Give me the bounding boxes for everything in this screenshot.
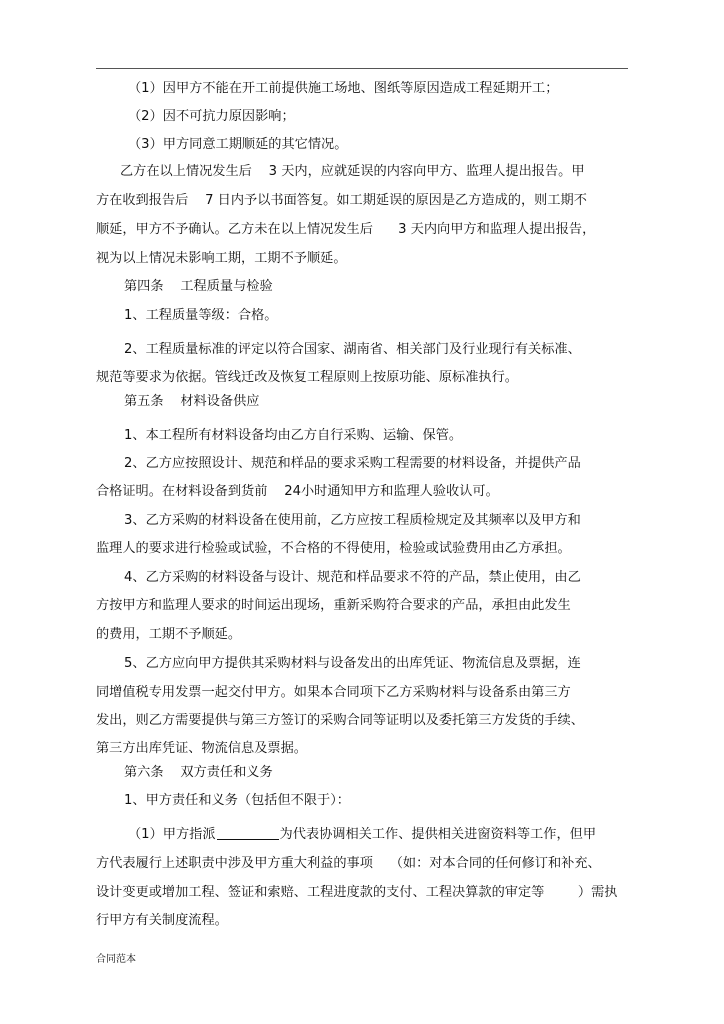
- text-line: 同增值税专用发票一起交付甲方。如果本合同项下乙方采购材料与设备系由第三方: [96, 685, 571, 700]
- text-line: 3、乙方采购的材料设备在使用前，乙方应按工程质检规定及其频率以及甲方和: [124, 513, 581, 528]
- text-line: 1、工程质量等级：合格。: [124, 308, 278, 323]
- text-line: 顺延，甲方不予确认。乙方未在以上情况发生后 3 天内向甲方和监理人提出报告，: [96, 222, 596, 237]
- text-line: 的费用，工期不予顺延。: [96, 627, 242, 642]
- text-line: 1、本工程所有材料设备均由乙方自行采购、运输、保管。: [124, 428, 463, 443]
- text-line: 方代表履行上述职责中涉及甲方重大利益的事项 （如：对本合同的任何修订和补充、: [96, 856, 601, 871]
- text-line: （3）甲方同意工期顺延的其它情况。: [128, 137, 348, 152]
- text-line: 5、乙方应向甲方提供其采购材料与设备发出的出库凭证、物流信息及票据，连: [124, 656, 581, 671]
- text-line: 视为以上情况未影响工期，工期不予顺延。: [96, 251, 347, 266]
- text-line: （2）因不可抗力原因影响；: [128, 109, 295, 124]
- section-heading: 第四条 工程质量与检验: [124, 279, 273, 294]
- page-footer: 合同范本: [96, 954, 136, 965]
- text-line: 合格证明。在材料设备到货前 24小时通知甲方和监理人验收认可。: [96, 484, 499, 499]
- text-line: 第三方出库凭证、物流信息及票据。: [96, 741, 307, 756]
- section-heading: 第六条 双方责任和义务: [124, 765, 273, 780]
- text-line: 规范等要求为依据。管线迁改及恢复工程原则上按原功能、原标准执行。: [96, 370, 518, 385]
- text-line: 发出，则乙方需要提供与第三方签订的采购合同等证明以及委托第三方发货的手续、: [96, 713, 584, 728]
- text-line: 乙方在以上情况发生后 3 天内，应就延误的内容向甲方、监理人提出报告。甲: [120, 164, 585, 179]
- text-line: 监理人的要求进行检验或试验，不合格的不得使用，检验或试验费用由乙方承担。: [96, 541, 571, 556]
- blank-underline: [217, 827, 279, 840]
- section-heading: 第五条 材料设备供应: [124, 394, 260, 409]
- text-line: 2、工程质量标准的评定以符合国家、湖南省、相关部门及行业现行有关标准、: [124, 342, 581, 357]
- appoint-after: 为代表协调相关工作、提供相关进窗资料等工作，但甲: [279, 827, 597, 842]
- text-line: 方按甲方和监理人要求的时间运出现场，重新采购符合要求的产品，承担由此发生: [96, 598, 571, 613]
- text-line: 方在收到报告后 7 日内予以书面答复。如工期延误的原因是乙方造成的，则工期不: [96, 193, 587, 208]
- text-line: 1、甲方责任和义务（包括但不限于）：: [124, 793, 350, 808]
- text-line-appoint: [128, 826, 596, 844]
- text-line: 2、乙方应按照设计、规范和样品的要求采购工程需要的材料设备，并提供产品: [124, 456, 581, 471]
- text-line: 设计变更或增加工程、签证和索赔、工程进度款的支付、工程决算款的审定等 ）需执: [96, 885, 618, 900]
- text-line: 4、乙方采购的材料设备与设计、规范和样品要求不符的产品，禁止使用，由乙: [124, 570, 581, 585]
- header-rule: [96, 68, 628, 69]
- appoint-before: （1）甲方指派: [128, 827, 216, 842]
- text-line: （1）因甲方不能在开工前提供施工场地、图纸等原因造成工程延期开工；: [128, 81, 559, 96]
- text-line: 行甲方有关制度流程。: [96, 913, 228, 928]
